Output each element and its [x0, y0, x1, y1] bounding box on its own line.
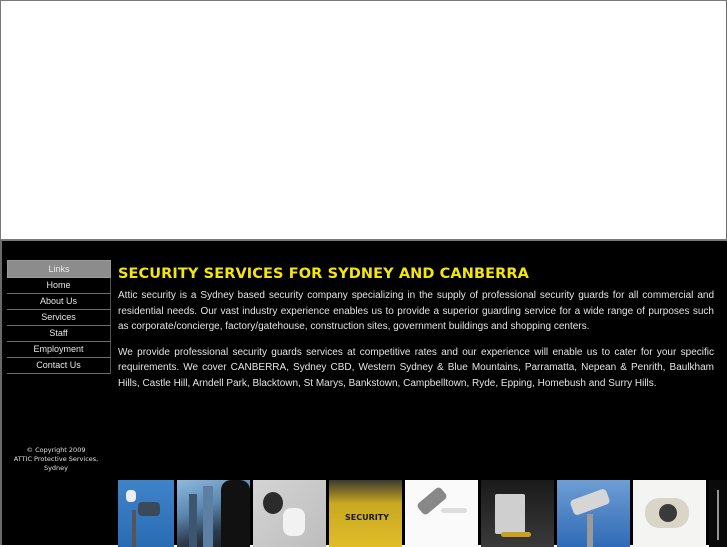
intro-paragraph: Attic security is a Sydney based security company specializing in the supply of professional security guards for all commercial and residential needs. Our vast industry experience enables us to provide a superior guarding service for a wide range of purposes such as corporate/concierge, factory/gatehouse, construction sites, government buildings and shopping centers. [118, 290, 714, 332]
photo-cctv-sky [118, 480, 174, 547]
photo-strip [118, 480, 706, 547]
header-banner [0, 0, 727, 240]
copyright-line: © Copyright 2009 [26, 446, 86, 454]
photo-bracket-camera [405, 480, 478, 547]
photo-house-keys [481, 480, 554, 547]
photo-strip-edge-highlight [717, 490, 719, 540]
jacket-label: SECURITY [345, 513, 389, 522]
nav-item-services[interactable]: Services [7, 310, 111, 326]
main-content [118, 266, 714, 401]
coverage-paragraph: We provide professional security guards services at competitive rates and our experience will enable us to cater for your specific requirements. We cover CANBERRA, Sydney CBD, Western Sydney & Blue Mountains, Parramatta, Nepean & Penrith, Baulkham Hills, Castle Hill, Arndell Park, Blacktown, St Marys, Bankstown, Campbelltown, Ryde, Epping, Homebush and Surry Hills. [118, 346, 714, 389]
main-section [0, 239, 727, 545]
sidebar-nav [7, 260, 111, 374]
photo-dome-camera [633, 480, 706, 547]
nav-header: Links [7, 260, 111, 278]
nav-item-home[interactable]: Home [7, 278, 111, 294]
photo-guard-city [177, 480, 250, 547]
copyright-city: Sydney [43, 464, 69, 472]
copyright-notice [6, 446, 106, 473]
nav-item-staff[interactable]: Staff [7, 326, 111, 342]
nav-item-contact-us[interactable]: Contact Us [7, 358, 111, 374]
photo-wall-camera [253, 480, 326, 547]
photo-sky-camera [557, 480, 630, 547]
nav-item-employment[interactable]: Employment [7, 342, 111, 358]
copyright-company: ATTIC Protective Services, [13, 455, 99, 463]
page-title: SECURITY SERVICES FOR SYDNEY AND CANBERRA [118, 266, 529, 282]
nav-item-about-us[interactable]: About Us [7, 294, 111, 310]
photo-security-jacket [329, 480, 402, 547]
